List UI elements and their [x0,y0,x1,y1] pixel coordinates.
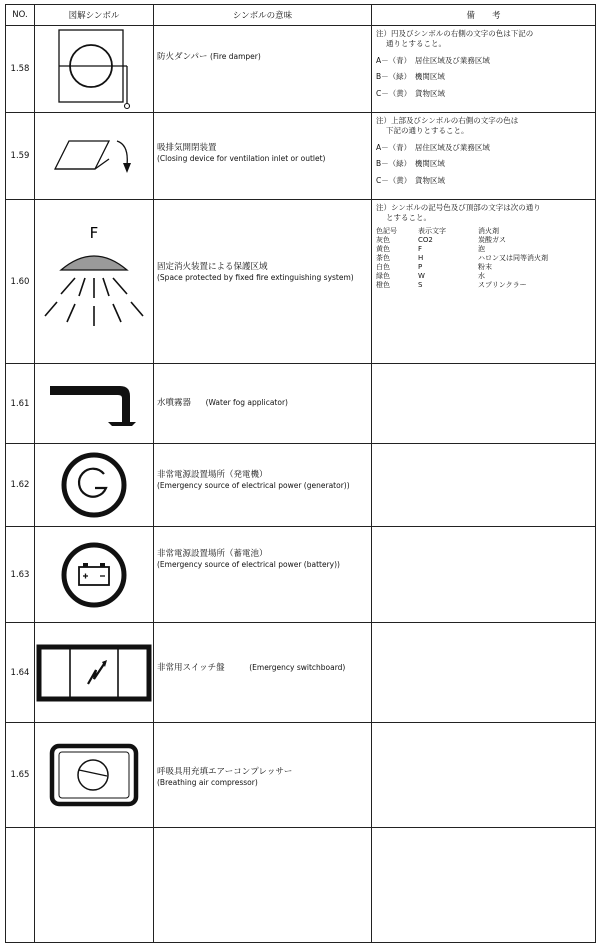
meaning-ja: 非常電源設置場所（蓄電池） [157,549,268,559]
meaning-en: (Emergency source of electrical power (battery)) [157,559,340,569]
remarks-cell [372,113,596,200]
header-symbol: 図解シンボル [35,5,154,26]
meaning-ja: 吸排気開閉装置 [157,143,217,153]
remarks-cell [372,723,596,828]
header-no: NO. [6,5,35,26]
table-row [6,200,596,364]
agent-name: 水 [478,271,485,280]
symbol-cell [35,444,154,527]
agent-color: 灰色 [376,235,390,244]
meaning-ja: 非常用スイッチ盤 [157,663,225,673]
symbol-cell [35,723,154,828]
symbol-cell [35,623,154,723]
agent-color: 白色 [376,262,390,271]
remarks-cell [372,527,596,623]
ventilation-closing-icon [51,131,137,181]
agent-color: 橙色 [376,281,390,290]
meaning-en: (Closing device for ventilation inlet or outlet) [157,153,326,163]
agent-name: 泡 [478,244,485,253]
table-row-empty [6,828,596,943]
meaning-cell [154,527,372,623]
water-fog-applicator-icon [46,382,142,426]
agent-letter-code: H [418,253,424,262]
header-row [6,5,596,26]
agent-name: ハロン又は同等消火剤 [478,253,548,262]
agent-color: 茶色 [376,253,390,262]
row-number: 1.65 [6,723,35,828]
meaning-en: (Emergency switchboard) [249,663,346,672]
symbol-cell [35,364,154,444]
remarks-cell [372,364,596,444]
row-number: 1.64 [6,623,35,723]
meaning-cell [154,364,372,444]
meaning-cell [154,723,372,828]
header-remarks: 備 考 [372,5,596,26]
empty-cell [372,828,596,943]
meaning-ja: 防火ダンパー [157,52,208,62]
note-line: 通りとすること。 [386,38,446,48]
table-row [6,26,596,113]
symbol-cell [35,200,154,364]
note-line: 下記の通りとすること。 [386,125,469,135]
note-line: A－（青） 居住区域及び業務区域 [376,55,490,65]
fixed-extinguishing-icon [39,222,149,342]
note-line: A－（青） 居住区域及び業務区域 [376,142,490,152]
empty-cell [154,828,372,943]
table-row [6,364,596,444]
agent-table-head: 色記号 [376,226,397,235]
meaning-ja: 水噴霧器 [157,398,192,408]
meaning-cell [154,26,372,113]
battery-icon [59,540,129,610]
symbol-cell [35,113,154,200]
agent-name: 炭酸ガス [478,235,506,244]
note-line: 注）上部及びシンボルの右側の文字の色は [376,116,519,125]
row-number: 1.59 [6,113,35,200]
agent-name: 粉末 [478,262,492,271]
empty-cell [6,828,35,943]
agent-table-head: 消火剤 [478,226,499,235]
note-line: B－（緑） 機関区域 [376,159,445,169]
remarks-cell [372,200,596,364]
symbol-cell [35,527,154,623]
remarks-cell [372,26,596,113]
note-line: 注）シンボルの記号色及び頂部の文字は次の通り [376,203,541,212]
table-row [6,623,596,723]
table-row [6,527,596,623]
agent-table-head: 表示文字 [418,226,446,235]
note-line: C－（黄） 貨物区域 [376,176,445,185]
meaning-en: (Space protected by fixed fire extinguishing system) [157,272,354,282]
symbol-cell [35,26,154,113]
meaning-ja: 非常電源設置場所（発電機） [157,470,268,480]
row-number: 1.60 [6,200,35,364]
remarks-cell [372,444,596,527]
agent-letter-code: F [418,244,423,253]
fire-damper-icon [54,28,134,110]
note-line: 注）円及びシンボルの右側の文字の色は下記の [376,29,534,38]
row-number: 1.58 [6,26,35,113]
table-row [6,444,596,527]
agent-color: 緑色 [376,271,390,280]
agent-letter-code: P [418,262,423,271]
empty-cell [35,828,154,943]
generator-icon [59,450,129,520]
meaning-cell [154,113,372,200]
meaning-cell [154,444,372,527]
agent-color: 黄色 [376,244,390,253]
agent-letter: F [89,223,99,242]
agent-letter-code: W [418,271,425,280]
symbol-table [5,4,596,943]
meaning-cell [154,200,372,364]
agent-letter-code: CO2 [418,235,433,244]
meaning-ja: 呼吸具用充填エアーコンプレッサー [157,767,293,777]
meaning-en: (Fire damper) [210,52,261,61]
note-line: B－（緑） 機関区域 [376,72,445,82]
note-line: とすること。 [386,212,431,222]
note-line: C－（黄） 貨物区域 [376,89,445,98]
meaning-ja: 固定消火装置による保護区域 [157,262,268,272]
row-number: 1.62 [6,444,35,527]
table-row [6,113,596,200]
meaning-en: (Water fog applicator) [205,398,288,407]
agent-letter-code: S [418,281,423,290]
remarks-cell [372,623,596,723]
agent-table [376,227,548,291]
row-number: 1.63 [6,527,35,623]
agent-name: スプリンクラー [478,281,527,290]
header-meaning: シンボルの意味 [154,5,372,26]
meaning-en: (Breathing air compressor) [157,777,258,787]
table-row [6,723,596,828]
meaning-en: (Emergency source of electrical power (generator)) [157,480,350,490]
emergency-switchboard-icon [36,644,152,702]
row-number: 1.61 [6,364,35,444]
meaning-cell [154,623,372,723]
breathing-air-compressor-icon [49,743,139,807]
